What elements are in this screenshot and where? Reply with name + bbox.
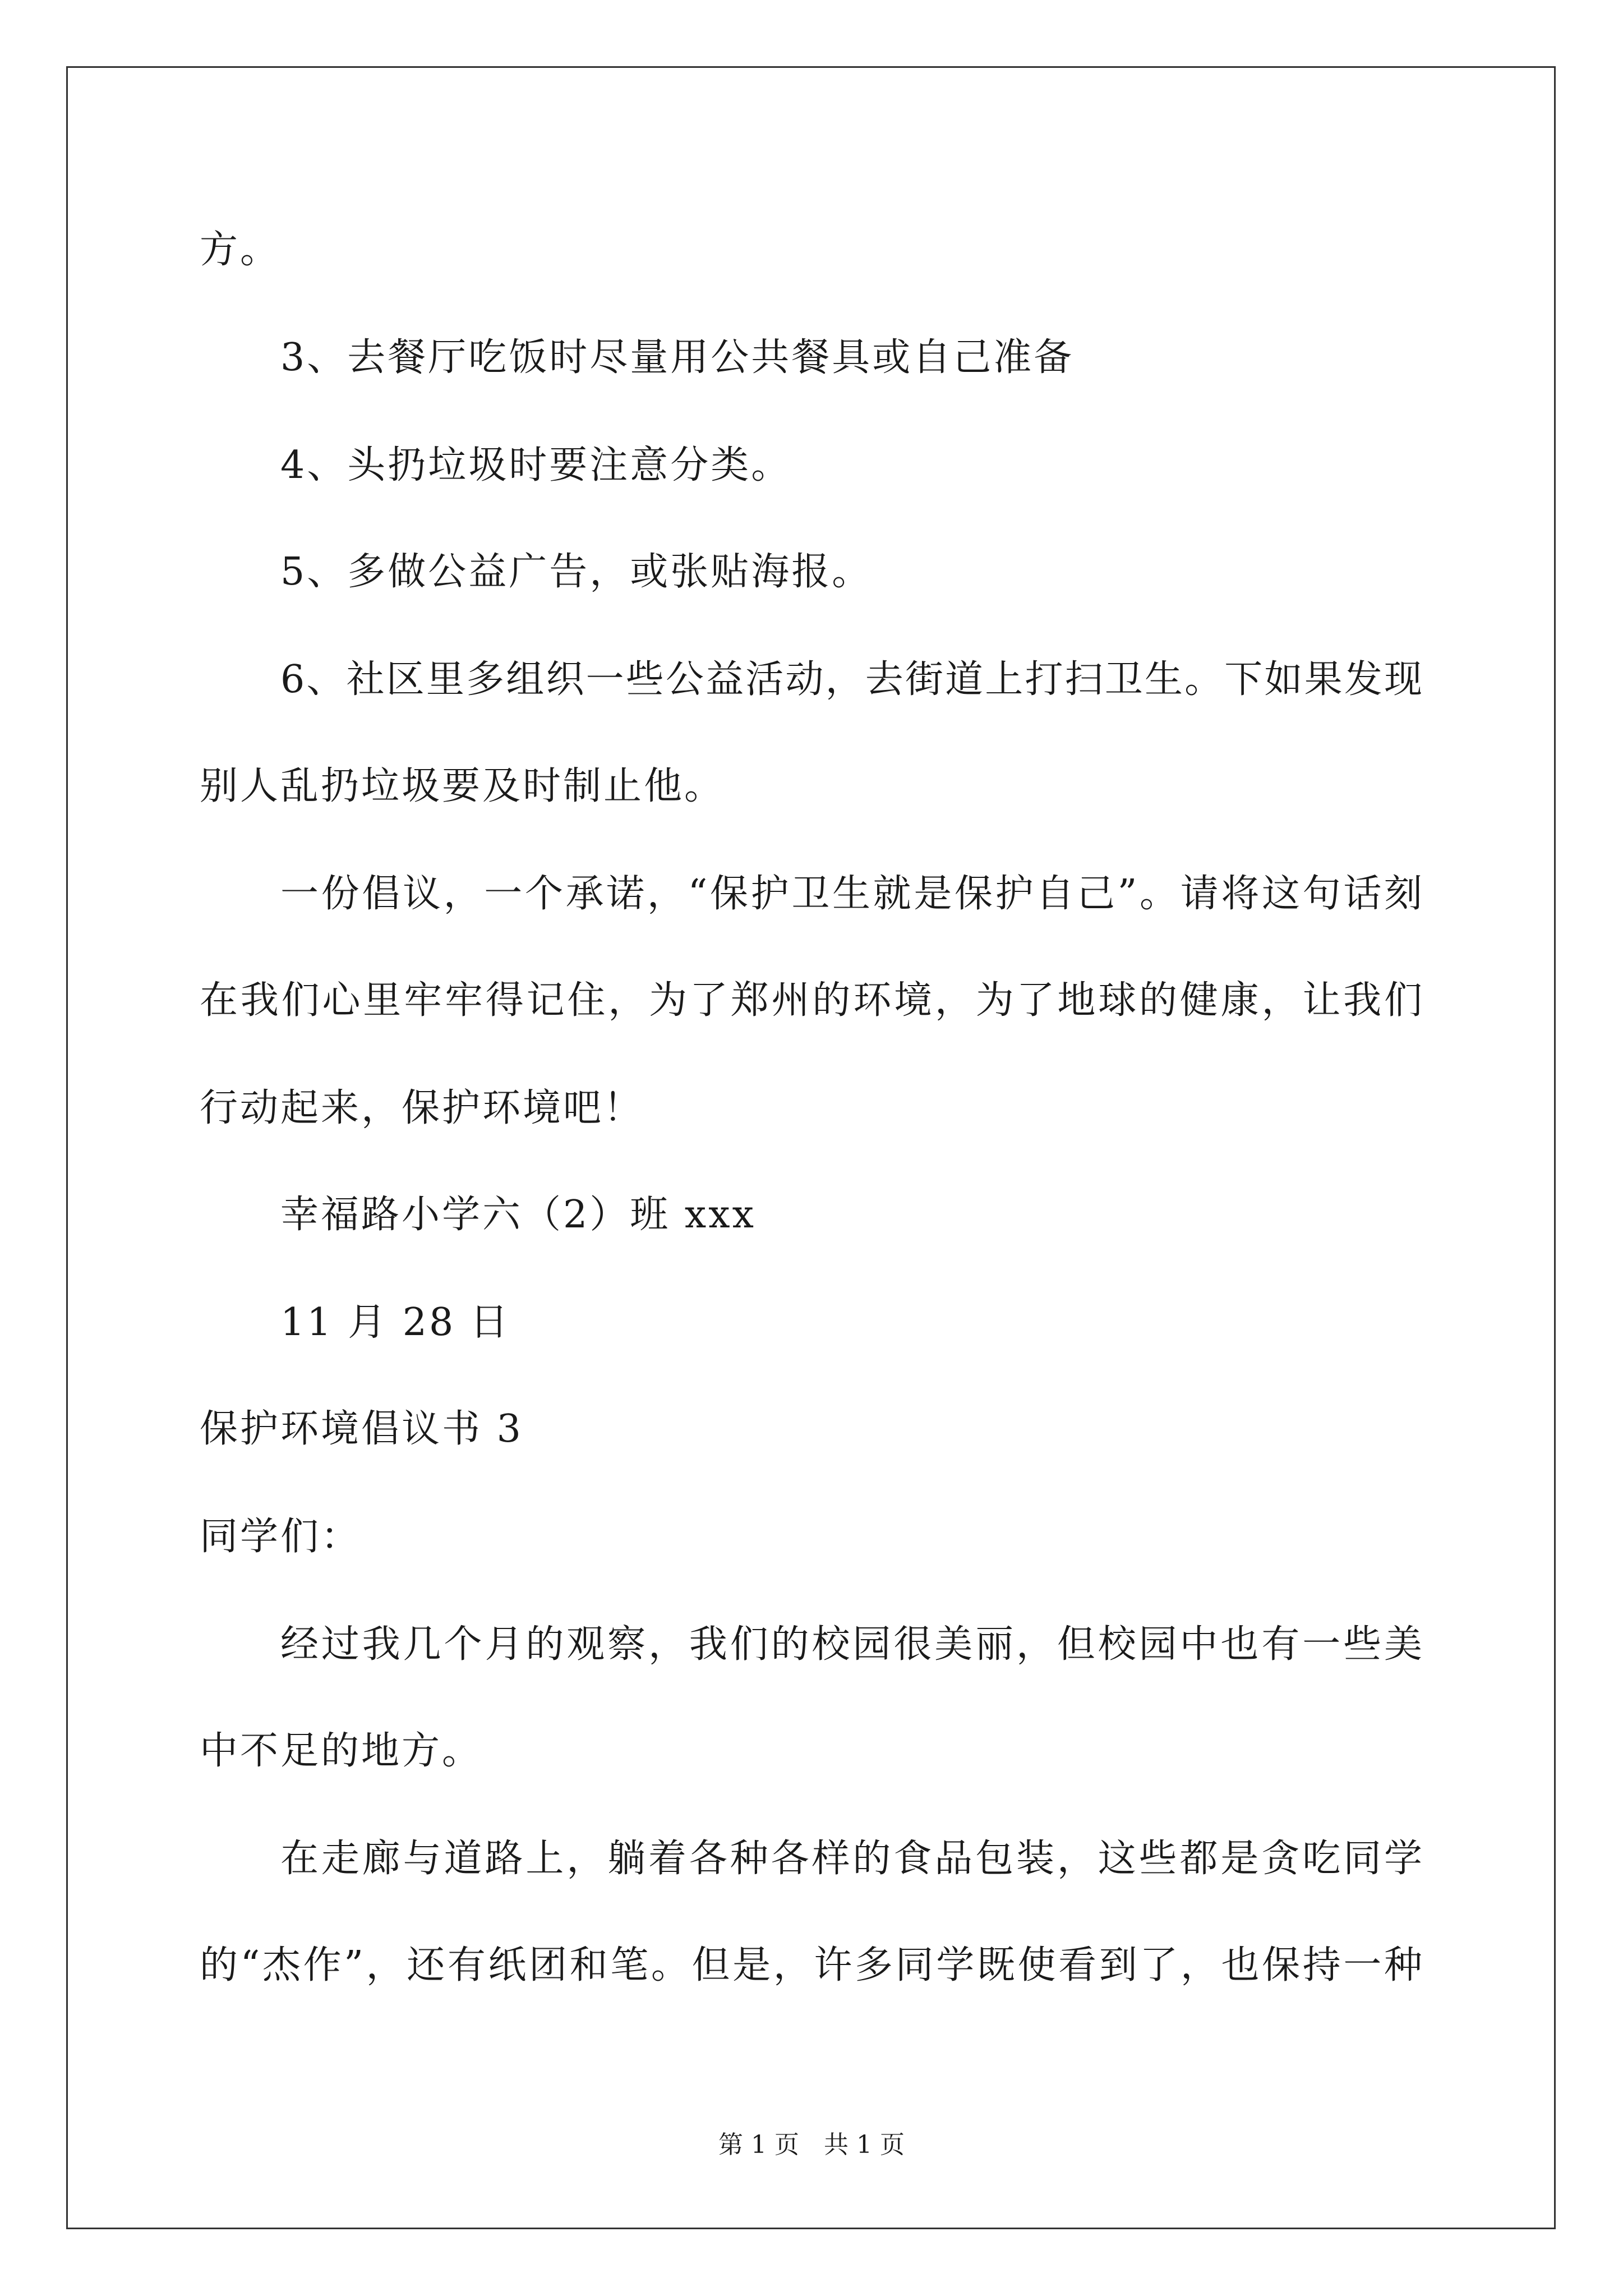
list-item: 3、去餐厅吃饭时尽量用公共餐具或自己准备 [280,335,1075,380]
signature-line: 幸福路小学六（2）班 xxx [280,1193,756,1237]
paragraph-line: 在我们心里牢牢得记住，为了郑州的环境，为了地球的健康，让我们 [200,978,1422,1023]
section-title: 保护环境倡议书 3 [200,1407,523,1451]
paragraph-line: 行动起来，保护环境吧！ [200,1086,644,1130]
paragraph-line: 在走廊与道路上，躺着各种各样的食品包装，这些都是贪吃同学 [280,1837,1422,1881]
list-item: 6、社区里多组织一些公益活动，去街道上打扫卫生。下如果发现 [280,657,1422,702]
paragraph-line: 一份倡议，一个承诺，“保护卫生就是保护自己”。请将这句话刻 [280,872,1422,916]
paragraph-line: 中不足的地方。 [200,1729,483,1773]
list-item: 5、多做公益广告，或张贴海报。 [280,550,873,594]
salutation: 同学们： [200,1515,362,1559]
paragraph-line: 的“杰作”，还有纸团和笔。但是，许多同学既使看到了，也保持一种 [200,1943,1422,1987]
paragraph-line: 方。 [200,228,281,272]
page-border [66,66,1556,2229]
date-line: 11 月 28 日 [280,1300,510,1345]
paragraph-line: 经过我几个月的观察，我们的校园很美丽，但校园中也有一些美 [280,1622,1422,1667]
page-footer: 第 1 页 共 1 页 [718,2131,905,2159]
paragraph-line: 别人乱扔垃圾要及时制止他。 [200,764,725,808]
list-item: 4、头扔垃圾时要注意分类。 [280,443,792,487]
